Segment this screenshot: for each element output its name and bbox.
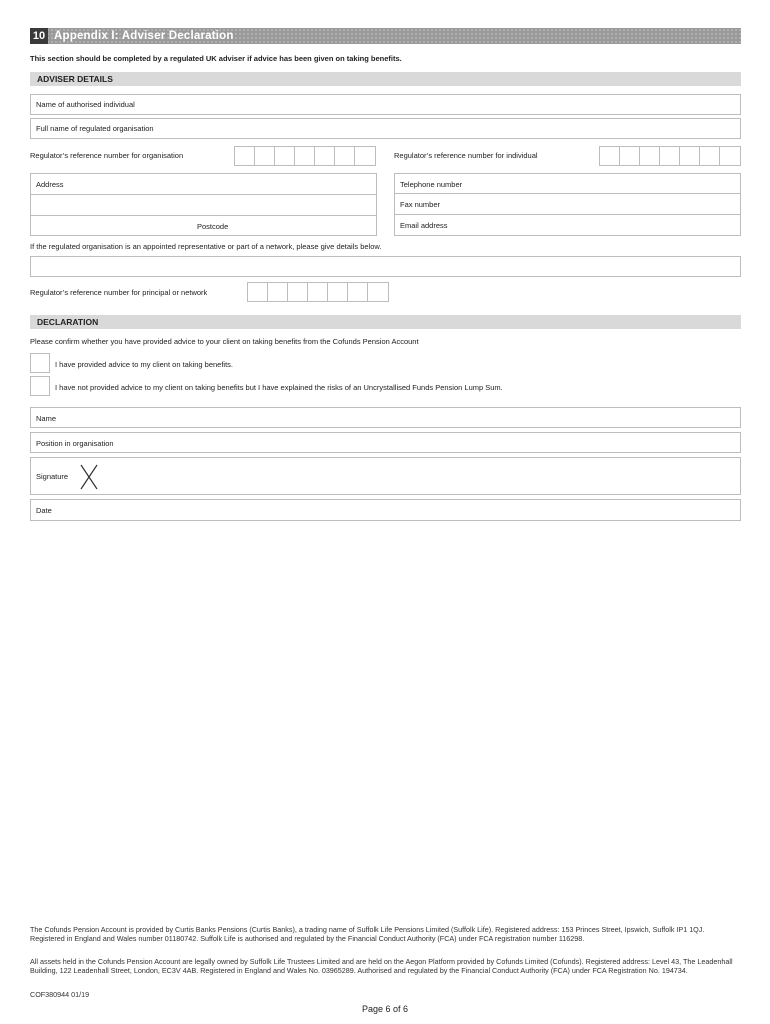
email-field[interactable] [394, 214, 741, 236]
footer-para-1: The Cofunds Pension Account is provided by Curtis Banks Pensions (Curtis Banks), a trading name of Suffolk Life Pensions Limited (Suffolk Life). Registered address: 153 Princes Street, Ipswich, Suffolk IP1 1QJ. Registered in England and Wales number 01180742. Suffolk Life is authorised and regulated by the Financial Conduct Authority (FCA) under FCA registration number 116298. [30, 925, 705, 943]
ref-org-boxes[interactable] [234, 146, 376, 166]
regulated-org-field[interactable] [30, 118, 741, 139]
provided-advice-checkbox[interactable] [30, 353, 50, 373]
network-details-field[interactable] [30, 256, 741, 277]
signature-field[interactable] [30, 457, 741, 495]
ref-principal-boxes[interactable] [247, 282, 389, 302]
date-field[interactable] [30, 499, 741, 521]
ref-individual-boxes[interactable] [599, 146, 741, 166]
section-number: 10 [30, 28, 48, 44]
network-note: If the regulated organisation is an appointed representative or part of a network, please give details below. [30, 242, 382, 251]
not-provided-advice-label: I have not provided advice to my client on taking benefits but I have explained the risks of an Uncrystallised Funds Pension Lump Sum. [55, 383, 503, 392]
email-label: Email address [400, 221, 448, 230]
not-provided-advice-checkbox[interactable] [30, 376, 50, 396]
footer-para-2: All assets held in the Cofunds Pension Account are legally owned by Suffolk Life Trustees Limited and are held on the Aegon Platform provided by Cofunds Limited (Cofunds). Registered address: Level 43, The Leadenhall Building, 122 Leadenhall Street, London, EC3V 4AB. Registered in England and Wales No. 03965289. Authorised and regulated by the Financial Conduct Authority (FCA) under FCA Registration No. 194734. [30, 957, 733, 975]
ref-principal-label: Regulator’s reference number for principal or network [30, 288, 208, 297]
form-code: COF380944 01/19 [30, 990, 90, 999]
ref-org-label: Regulator’s reference number for organisation [30, 151, 184, 160]
name-label: Name [36, 414, 57, 423]
position-field[interactable] [30, 432, 741, 453]
telephone-field[interactable] [394, 173, 741, 194]
telephone-label: Telephone number [400, 180, 463, 189]
ref-individual-label: Regulator’s reference number for individual [394, 151, 538, 160]
section-header [30, 28, 741, 44]
declaration-heading: DECLARATION [30, 315, 741, 329]
section-title: Appendix I: Adviser Declaration [54, 30, 234, 42]
name-field[interactable] [30, 407, 741, 428]
page-number: Page 6 of 6 [361, 1004, 409, 1014]
fax-label: Fax number [400, 200, 441, 209]
postcode-label: Postcode [197, 222, 229, 231]
authorised-individual-label: Name of authorised individual [36, 100, 135, 109]
provided-advice-label: I have provided advice to my client on taking benefits. [55, 360, 234, 369]
address-label: Address [36, 180, 64, 189]
position-label: Position in organisation [36, 439, 114, 448]
fax-field[interactable] [394, 193, 741, 215]
signature-label: Signature [36, 472, 69, 481]
date-label: Date [36, 506, 52, 515]
declaration-prompt: Please confirm whether you have provided advice to your client on taking benefits from the Cofunds Pension Account [30, 337, 419, 346]
signature-x-icon [79, 463, 99, 491]
intro-text: This section should be completed by a regulated UK adviser if advice has been given on taking benefits. [30, 54, 402, 63]
regulated-org-label: Full name of regulated organisation [36, 124, 154, 133]
authorised-individual-field[interactable] [30, 94, 741, 115]
address-field[interactable] [30, 173, 377, 236]
adviser-details-heading: ADVISER DETAILS [30, 72, 741, 86]
